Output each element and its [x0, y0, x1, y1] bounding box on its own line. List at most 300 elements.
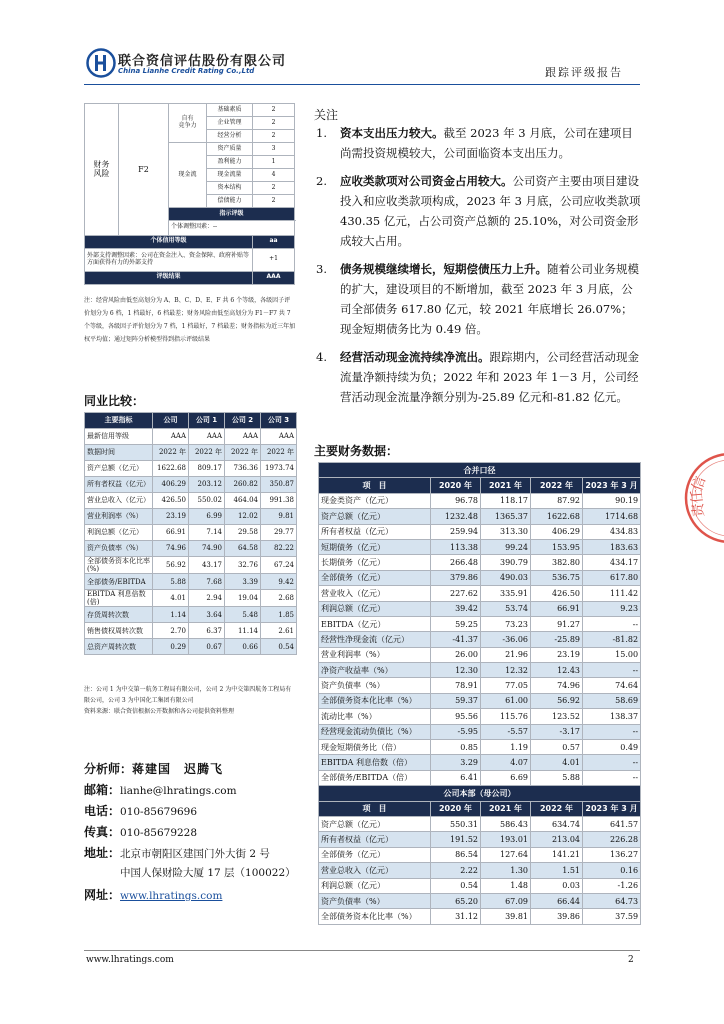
peer-row — [85, 445, 297, 461]
peer-value-cell: 5.48 — [225, 607, 261, 623]
fax-label: 传真： — [84, 825, 121, 839]
fin-value-cell: 39.86 — [531, 909, 583, 924]
phone-value: 010-85679696 — [120, 806, 198, 818]
fin-value-cell: 74.64 — [583, 678, 641, 693]
fin-item-cell: 长期债务（亿元） — [319, 555, 431, 570]
fin-row — [319, 893, 641, 908]
focus-title: 关注 — [314, 108, 339, 122]
financial-data-title: 主要财务数据： — [314, 444, 399, 458]
peer-header-cell: 公司 — [153, 413, 189, 429]
peer-row — [85, 493, 297, 509]
peer-row — [85, 541, 297, 557]
peer-metric-cell: 全部债务资本化比率(%) — [85, 557, 153, 574]
peer-value-cell: 29.58 — [225, 525, 261, 541]
fin-item-cell: 资产总额（亿元） — [319, 816, 431, 831]
fin-value-cell: 37.59 — [583, 909, 641, 924]
peer-metric-cell: 存货周转次数 — [85, 607, 153, 623]
fin-value-cell: 426.50 — [531, 586, 583, 601]
peer-metric-cell: 销售债权周转次数 — [85, 623, 153, 639]
peer-metric-cell: 所有者权益（亿元） — [85, 477, 153, 493]
address-line1: 北京市朝阳区建国门外大街 2 号 — [120, 848, 270, 860]
fin-value-cell: 12.30 — [431, 663, 481, 678]
fin-value-cell: 1.30 — [481, 863, 531, 878]
fin-item-cell: 全部债务资本化比率（%） — [319, 909, 431, 924]
peer-value-cell: 32.76 — [225, 557, 261, 574]
fin-item-cell: 现金短期债务比（倍） — [319, 740, 431, 755]
fin-row — [319, 570, 641, 585]
peer-value-cell: 1.14 — [153, 607, 189, 623]
svg-text:信: 信 — [689, 474, 710, 494]
peer-metric-cell: 全部债务/EBITDA — [85, 574, 153, 590]
peer-comparison-title: 同业比较： — [84, 394, 145, 408]
risk-item: 资本结构 — [207, 182, 253, 195]
fin-value-cell: 86.54 — [431, 847, 481, 862]
risk-score: 2 — [253, 104, 295, 117]
fin-value-cell: 2.22 — [431, 863, 481, 878]
peer-row — [85, 639, 297, 655]
fin-row — [319, 555, 641, 570]
fin-item-cell: 资产负债率（%） — [319, 893, 431, 908]
fin-row — [319, 709, 641, 724]
svg-text:责任: 责任 — [688, 488, 708, 518]
fin-value-cell: 0.49 — [583, 740, 641, 755]
peer-value-cell: 809.17 — [189, 461, 225, 477]
risk-item: 资产质量 — [207, 143, 253, 156]
web-label: 网址： — [84, 888, 121, 902]
fin-value-cell: 0.54 — [431, 878, 481, 893]
fin-consolidated-banner: 合并口径 — [319, 463, 641, 478]
fin-value-cell: -3.17 — [531, 724, 583, 739]
fin-value-cell: 193.01 — [481, 832, 531, 847]
fin-value-cell: 153.95 — [531, 539, 583, 554]
fin-row — [319, 863, 641, 878]
fin-header-row — [319, 478, 641, 493]
fin-value-cell: 3.29 — [431, 755, 481, 770]
fin-item-cell: 所有者权益（亿元） — [319, 524, 431, 539]
peer-value-cell: 11.14 — [225, 623, 261, 639]
fin-row — [319, 632, 641, 647]
fin-value-cell: -- — [583, 724, 641, 739]
fin-row — [319, 678, 641, 693]
fin-value-cell: 56.92 — [531, 693, 583, 708]
fin-value-cell: -- — [583, 663, 641, 678]
peer-value-cell: 1622.68 — [153, 461, 189, 477]
fin-row — [319, 740, 641, 755]
fin-item-cell: 短期债务（亿元） — [319, 539, 431, 554]
peer-value-cell: 3.39 — [225, 574, 261, 590]
fin-value-cell: 77.05 — [481, 678, 531, 693]
peer-value-cell: 29.77 — [261, 525, 297, 541]
fin-value-cell: 66.44 — [531, 893, 583, 908]
fin-value-cell: 191.52 — [431, 832, 481, 847]
fin-parent-banner-row — [319, 786, 641, 801]
fin-value-cell: 550.31 — [431, 816, 481, 831]
fin-item-cell: 全部债务（亿元） — [319, 570, 431, 585]
fin-item-cell: 净资产收益率（%） — [319, 663, 431, 678]
fin-header-cell: 项 目 — [319, 801, 431, 816]
peer-value-cell: 1973.74 — [261, 461, 297, 477]
focus-item — [314, 123, 644, 163]
fin-value-cell: -- — [583, 755, 641, 770]
fin-item-cell: 利润总额（亿元） — [319, 878, 431, 893]
fin-value-cell: 1622.68 — [531, 509, 583, 524]
peer-value-cell: 6.37 — [189, 623, 225, 639]
peer-value-cell: 2.68 — [261, 590, 297, 607]
fin-value-cell: 15.00 — [583, 647, 641, 662]
fin-value-cell: 23.19 — [531, 647, 583, 662]
peer-value-cell: 426.50 — [153, 493, 189, 509]
fin-value-cell: 434.17 — [583, 555, 641, 570]
peer-value-cell: 9.42 — [261, 574, 297, 590]
peer-value-cell: 2.94 — [189, 590, 225, 607]
fin-value-cell: 21.96 — [481, 647, 531, 662]
fin-value-cell: 39.42 — [431, 601, 481, 616]
analyst-names: 蒋建国 迟腾飞 — [132, 762, 224, 776]
fin-value-cell: 536.75 — [531, 570, 583, 585]
individual-rating-label: 个体信用等级 — [85, 235, 253, 248]
peer-header-cell: 主要指标 — [85, 413, 153, 429]
fin-value-cell: 99.24 — [481, 539, 531, 554]
peer-metric-cell: 最新信用等级 — [85, 429, 153, 445]
peer-value-cell: 1.85 — [261, 607, 297, 623]
peer-metric-cell: 资产总额（亿元） — [85, 461, 153, 477]
fin-item-cell: 利润总额（亿元） — [319, 601, 431, 616]
fin-value-cell: 1365.37 — [481, 509, 531, 524]
risk-item: 基础素质 — [207, 104, 253, 117]
fin-item-cell: 全部债务/EBITDA（倍） — [319, 770, 431, 785]
peer-value-cell: 550.02 — [189, 493, 225, 509]
fin-row — [319, 616, 641, 631]
fin-header-cell: 2023 年 3 月 — [583, 801, 641, 816]
peer-metric-cell: 数据时间 — [85, 445, 153, 461]
fin-value-cell: 9.23 — [583, 601, 641, 616]
fin-value-cell: -5.95 — [431, 724, 481, 739]
fin-value-cell: 12.43 — [531, 663, 583, 678]
fin-row — [319, 524, 641, 539]
peer-row — [85, 477, 297, 493]
peer-header-cell: 公司 3 — [261, 413, 297, 429]
fin-value-cell: 4.07 — [481, 755, 531, 770]
peer-value-cell: 260.82 — [225, 477, 261, 493]
peer-value-cell: 74.90 — [189, 541, 225, 557]
fin-row — [319, 601, 641, 616]
contact-address-2 — [84, 865, 314, 886]
rating-result-label: 评级结果 — [85, 271, 253, 284]
fin-row — [319, 693, 641, 708]
fin-value-cell: 1.48 — [481, 878, 531, 893]
peer-metric-cell: 利润总额（亿元） — [85, 525, 153, 541]
risk-item: 企业管理 — [207, 117, 253, 130]
contact-web — [84, 886, 314, 907]
contact-phone — [84, 802, 314, 823]
risk-item: 经营分析 — [207, 130, 253, 143]
fin-value-cell: 390.79 — [481, 555, 531, 570]
peer-row — [85, 461, 297, 477]
fin-value-cell: 59.25 — [431, 616, 481, 631]
fin-item-cell: 经营现金流动负债比（%） — [319, 724, 431, 739]
analyst-label: 分析师： — [84, 762, 133, 776]
fin-row — [319, 816, 641, 831]
focus-item-body: 跟踪期内，公司经营活动现金流量净额持续为负；2022 年和 2023 年 1－3 月，公司经营活动现金流量净额分别为-25.89 亿元和-81.82 亿元。 — [340, 350, 639, 404]
fin-value-cell: 91.27 — [531, 616, 583, 631]
fin-value-cell: 335.91 — [481, 586, 531, 601]
footer-url[interactable]: www.lhratings.com — [86, 955, 174, 965]
fin-value-cell: 490.03 — [481, 570, 531, 585]
fin-value-cell: 0.85 — [431, 740, 481, 755]
peer-header-cell: 公司 1 — [189, 413, 225, 429]
peer-value-cell: 350.87 — [261, 477, 297, 493]
fin-value-cell: 90.19 — [583, 493, 641, 508]
contact-email — [84, 781, 314, 802]
risk-row — [85, 235, 295, 248]
peer-metric-cell: 营业总收入（亿元） — [85, 493, 153, 509]
risk-item: 盈利能力 — [207, 156, 253, 169]
fin-item-cell: 资产负债率（%） — [319, 678, 431, 693]
peer-value-cell: 2022 年 — [225, 445, 261, 461]
peer-value-cell: 2022 年 — [261, 445, 297, 461]
fin-value-cell: 379.86 — [431, 570, 481, 585]
company-logo-icon — [86, 48, 116, 78]
peer-note-source: 资料来源：联合资信根据公开数据和各公司提供资料整理 — [84, 708, 235, 715]
fin-row — [319, 909, 641, 924]
risk-group-cash: 现金流 — [169, 143, 207, 208]
fin-value-cell: -41.37 — [431, 632, 481, 647]
fin-row — [319, 832, 641, 847]
company-name-cn: 联合资信评估股份有限公司 — [118, 54, 287, 69]
fin-value-cell: 183.63 — [583, 539, 641, 554]
fin-item-cell: 资产总额（亿元） — [319, 509, 431, 524]
fin-item-cell: 经营性净现金流（亿元） — [319, 632, 431, 647]
page-number: 2 — [628, 955, 634, 965]
peer-row — [85, 509, 297, 525]
peer-value-cell: AAA — [153, 429, 189, 445]
peer-value-cell: AAA — [189, 429, 225, 445]
focus-item-number: 2. — [316, 174, 327, 188]
peer-metric-cell: EBITDA 利息倍数(倍) — [85, 590, 153, 607]
peer-value-cell: 5.88 — [153, 574, 189, 590]
fin-value-cell: 95.56 — [431, 709, 481, 724]
fax-value: 010-85679228 — [120, 827, 198, 839]
fin-value-cell: 259.94 — [431, 524, 481, 539]
peer-value-cell: 9.81 — [261, 509, 297, 525]
peer-value-cell: 991.38 — [261, 493, 297, 509]
fin-value-cell: 1714.68 — [583, 509, 641, 524]
focus-item — [314, 259, 644, 339]
fin-value-cell: -- — [583, 616, 641, 631]
fin-value-cell: 138.37 — [583, 709, 641, 724]
fin-value-cell: 53.74 — [481, 601, 531, 616]
report-type-label: 跟踪评级报告 — [545, 66, 623, 79]
address-line2: 中国人保财险大厦 17 层（100022） — [120, 867, 296, 879]
risk-score: 2 — [253, 182, 295, 195]
fin-value-cell: 136.27 — [583, 847, 641, 862]
fin-row — [319, 878, 641, 893]
contact-fax — [84, 823, 314, 844]
fin-value-cell: -1.26 — [583, 878, 641, 893]
fin-value-cell: 1.51 — [531, 863, 583, 878]
fin-item-cell: 现金类资产（亿元） — [319, 493, 431, 508]
fin-value-cell: 65.20 — [431, 893, 481, 908]
fin-header-cell: 2020 年 — [431, 478, 481, 493]
fin-value-cell: -5.57 — [481, 724, 531, 739]
fin-value-cell: 26.00 — [431, 647, 481, 662]
peer-value-cell: AAA — [261, 429, 297, 445]
fin-value-cell: 67.09 — [481, 893, 531, 908]
risk-row — [85, 248, 295, 271]
fin-value-cell: 6.69 — [481, 770, 531, 785]
fin-value-cell: 586.43 — [481, 816, 531, 831]
fin-value-cell: 123.52 — [531, 709, 583, 724]
fin-value-cell: 382.80 — [531, 555, 583, 570]
focus-item-number: 4. — [316, 350, 327, 364]
fin-value-cell: 66.91 — [531, 601, 583, 616]
peer-value-cell: 23.19 — [153, 509, 189, 525]
fin-item-cell: 全部债务资本化比率（%） — [319, 693, 431, 708]
risk-row — [85, 104, 295, 117]
peer-value-cell: 0.66 — [225, 639, 261, 655]
address-label: 地址： — [84, 846, 121, 860]
risk-rating-table — [84, 103, 295, 285]
peer-value-cell: 43.17 — [189, 557, 225, 574]
risk-item: 现金流量 — [207, 169, 253, 182]
fin-value-cell: -25.89 — [531, 632, 583, 647]
fin-item-cell: 所有者权益（亿元） — [319, 832, 431, 847]
fin-value-cell: 61.00 — [481, 693, 531, 708]
peer-value-cell: 0.29 — [153, 639, 189, 655]
phone-label: 电话： — [84, 804, 121, 818]
peer-row — [85, 623, 297, 639]
fin-header-cell: 2022 年 — [531, 801, 583, 816]
fin-value-cell: 1.19 — [481, 740, 531, 755]
peer-value-cell: 203.12 — [189, 477, 225, 493]
peer-row — [85, 429, 297, 445]
peer-value-cell: 2.70 — [153, 623, 189, 639]
fin-row — [319, 539, 641, 554]
fin-value-cell: 266.48 — [431, 555, 481, 570]
peer-row — [85, 590, 297, 607]
email-label: 邮箱： — [84, 783, 121, 797]
peer-value-cell: AAA — [225, 429, 261, 445]
peer-header-cell: 公司 2 — [225, 413, 261, 429]
focus-item-body: 截至 2023 年 3 月底，公司在建项目尚需投资规模较大，公司面临资本支出压力。 — [340, 126, 633, 160]
peer-table-note — [84, 684, 296, 717]
peer-row — [85, 557, 297, 574]
individual-adjustment-label: 个体调整因素：-- — [169, 221, 295, 236]
fin-item-cell: 营业利润率（%） — [319, 647, 431, 662]
fin-value-cell: 227.62 — [431, 586, 481, 601]
fin-header-cell: 2021 年 — [481, 801, 531, 816]
fin-value-cell: 6.41 — [431, 770, 481, 785]
risk-score: 2 — [253, 117, 295, 130]
contact-block — [84, 760, 314, 907]
fin-value-cell: 1232.48 — [431, 509, 481, 524]
external-support-label: 外部支持调整因素：公司在资金注入、资金保障、政府补贴等方面获得有力的外部支持 — [85, 248, 253, 271]
fin-item-cell: 全部债务（亿元） — [319, 847, 431, 862]
fin-header-cell: 2020 年 — [431, 801, 481, 816]
header-divider — [84, 84, 640, 85]
fin-row — [319, 586, 641, 601]
individual-rating-value: aa — [253, 235, 295, 248]
peer-value-cell: 66.91 — [153, 525, 189, 541]
fin-row — [319, 493, 641, 508]
contact-address — [84, 844, 314, 865]
risk-score: 4 — [253, 169, 295, 182]
fin-value-cell: 39.81 — [481, 909, 531, 924]
fin-header-cell: 项 目 — [319, 478, 431, 493]
peer-metric-cell: 营业利润率（%） — [85, 509, 153, 525]
focus-item — [314, 171, 644, 251]
peer-row — [85, 607, 297, 623]
fin-value-cell: -81.82 — [583, 632, 641, 647]
fin-item-cell: 营业收入（亿元） — [319, 586, 431, 601]
focus-item — [314, 347, 644, 407]
peer-value-cell: 7.68 — [189, 574, 225, 590]
risk-row — [85, 271, 295, 284]
company-name-en: China Lianhe Credit Rating Co.,Ltd — [118, 67, 255, 75]
email-value[interactable]: lianhe@lhratings.com — [120, 785, 237, 797]
focus-item-heading: 经营活动现金流持续净流出。 — [340, 350, 490, 364]
focus-item-heading: 资本支出压力较大。 — [340, 126, 444, 140]
fin-value-cell: 0.57 — [531, 740, 583, 755]
peer-value-cell: 736.36 — [225, 461, 261, 477]
risk-score: 1 — [253, 156, 295, 169]
focus-item-number: 1. — [316, 126, 327, 140]
fin-value-cell: 127.64 — [481, 847, 531, 862]
peer-header-row — [85, 413, 297, 429]
fin-item-cell: 流动比率（%） — [319, 709, 431, 724]
fin-row — [319, 509, 641, 524]
focus-item-body: 公司资产主要由项目建设投入和应收类款项构成，2023 年 3 月底，公司应收类款项 430.35 亿元，占公司资产总额的 25.10%，对公司资金形成较大占用。 — [340, 174, 641, 248]
fin-value-cell: 78.91 — [431, 678, 481, 693]
fin-item-cell: EBITDA（亿元） — [319, 616, 431, 631]
contact-analyst — [84, 760, 314, 781]
fin-value-cell: 634.74 — [531, 816, 583, 831]
fin-value-cell: -- — [583, 770, 641, 785]
fin-item-cell: EBITDA 利息倍数（倍） — [319, 755, 431, 770]
peer-value-cell: 3.64 — [189, 607, 225, 623]
external-support-value: +1 — [253, 248, 295, 271]
fin-parent-banner: 公司本部（母公司） — [319, 786, 641, 801]
fin-value-cell: 406.29 — [531, 524, 583, 539]
fin-value-cell: 0.16 — [583, 863, 641, 878]
fin-value-cell: 12.32 — [481, 663, 531, 678]
fin-value-cell: 31.12 — [431, 909, 481, 924]
risk-score: 2 — [253, 130, 295, 143]
footer-divider — [84, 950, 640, 951]
risk-category: 财务 风险 — [85, 104, 119, 236]
peer-value-cell: 12.02 — [225, 509, 261, 525]
risk-group-self: 自有 竞争力 — [169, 104, 207, 143]
focus-list — [314, 123, 644, 407]
fin-header-cell: 2022 年 — [531, 478, 583, 493]
peer-note-companies: 注：公司 1 为中交第一航务工程局有限公司，公司 2 为中交第四航务工程局有限公司，公司 3 为中国化工集团有限公司 — [84, 686, 292, 704]
fin-value-cell: 118.17 — [481, 493, 531, 508]
peer-comparison-table — [84, 412, 297, 655]
peer-row — [85, 574, 297, 590]
peer-metric-cell: 资产负债率（%） — [85, 541, 153, 557]
risk-score: 2 — [253, 195, 295, 208]
indicative-rating-label: 指示评级 — [169, 208, 295, 221]
peer-value-cell: 0.67 — [189, 639, 225, 655]
peer-value-cell: 4.01 — [153, 590, 189, 607]
website-link[interactable]: www.lhratings.com — [120, 890, 223, 902]
fin-value-cell: 74.96 — [531, 678, 583, 693]
fin-value-cell: -36.06 — [481, 632, 531, 647]
focus-item-heading: 债务规模继续增长，短期偿债压力上升。 — [340, 262, 547, 276]
peer-value-cell: 74.96 — [153, 541, 189, 557]
risk-table-note: 注：经营风险由低至高划分为 A、B、C、D、E、F 共 6 个等级，各级因子评价划分为 6 档，1 档最好，6 档最差；财务风险由低至高划分为 F1－F7 共 7 个等级，各级因子评价划分为 7 档，1 档最好，7 档最差；财务指标为近三年加权平均值；通过矩阵分析模型得到指示评级结果 — [84, 297, 296, 343]
peer-value-cell: 64.58 — [225, 541, 261, 557]
